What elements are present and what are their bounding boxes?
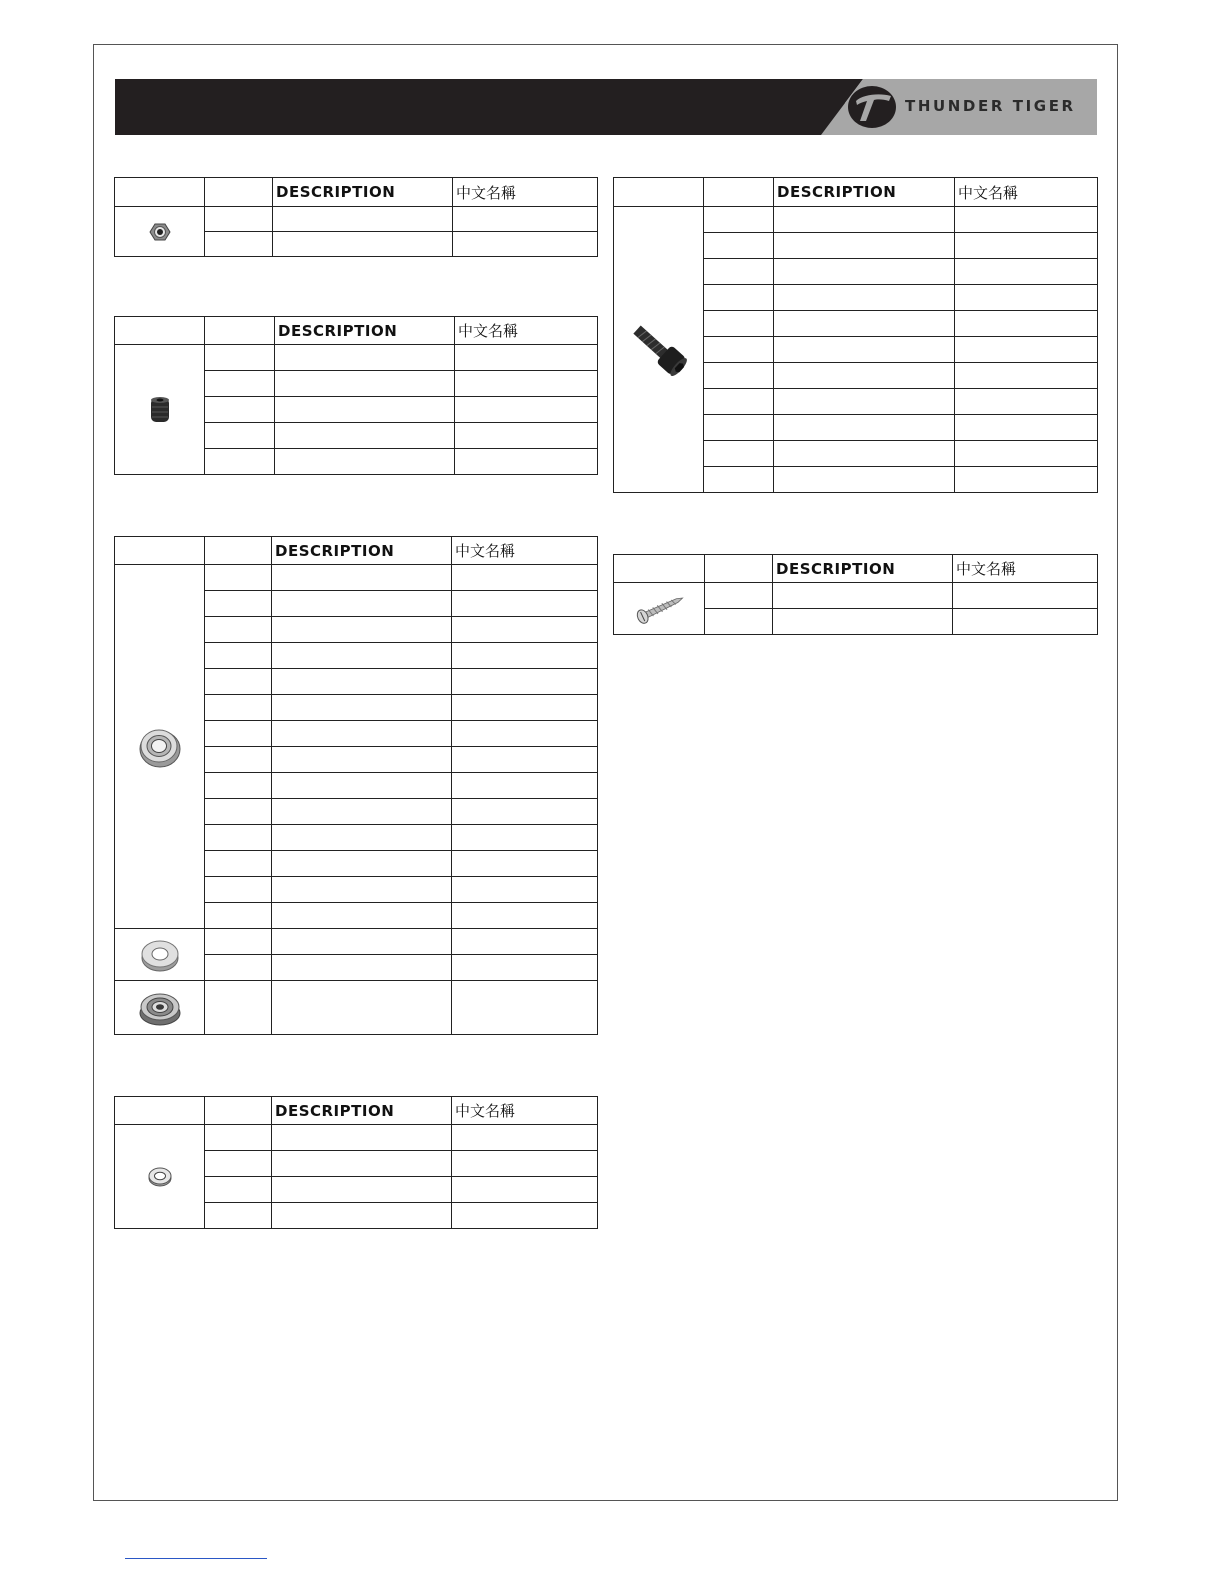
- chinese-name-header: 中文名稱: [452, 1097, 598, 1125]
- table-cell: [774, 389, 955, 415]
- table-cell: [452, 903, 598, 929]
- table-cell: [704, 259, 774, 285]
- table-cell: [452, 851, 598, 877]
- table-cell: [205, 851, 272, 877]
- table-cell: [452, 929, 598, 955]
- image-header-cell: [115, 537, 205, 565]
- table-cell: [452, 825, 598, 851]
- table-cell: [705, 583, 773, 609]
- table-cell: [205, 747, 272, 773]
- table-cell: [455, 397, 598, 423]
- table-cell: [275, 371, 455, 397]
- chinese-name-header: 中文名稱: [455, 317, 598, 345]
- table-cell: [205, 371, 275, 397]
- table-cell: [272, 877, 452, 903]
- table-cell: [774, 363, 955, 389]
- brand-name: THUNDER TIGER: [905, 97, 1076, 115]
- table-cell: [704, 337, 774, 363]
- part-image-cell: [115, 929, 205, 981]
- table-cell: [704, 441, 774, 467]
- table-cell: [955, 337, 1098, 363]
- part-number-header-cell: [705, 555, 773, 583]
- table-cell: [272, 565, 452, 591]
- table-cell: [275, 449, 455, 475]
- table-cell: [205, 669, 272, 695]
- description-header: DESCRIPTION: [275, 317, 455, 345]
- table-cell: [955, 207, 1098, 233]
- flanged-bearing-icon: [138, 989, 182, 1027]
- table-cell: [272, 591, 452, 617]
- table-cell: [452, 1203, 598, 1229]
- table-cell: [272, 721, 452, 747]
- table-cell: [452, 773, 598, 799]
- table-cell: [205, 825, 272, 851]
- table-cell: [205, 617, 272, 643]
- table-cell: [272, 799, 452, 825]
- table-cell: [774, 415, 955, 441]
- table-cell: [955, 285, 1098, 311]
- table-cell: [705, 609, 773, 635]
- table-cell: [453, 232, 598, 257]
- parts-table-self-tapping-screw: [613, 554, 1098, 635]
- header-banner: [115, 79, 1097, 135]
- part-image-cell: [614, 583, 705, 635]
- table-cell: [452, 565, 598, 591]
- table-cell: [955, 415, 1098, 441]
- table-cell: [205, 207, 273, 232]
- table-cell: [452, 981, 598, 1035]
- part-number-header-cell: [205, 178, 273, 207]
- table-cell: [704, 389, 774, 415]
- table-cell: [205, 232, 273, 257]
- table-cell: [955, 467, 1098, 493]
- table-cell: [452, 747, 598, 773]
- description-header: DESCRIPTION: [773, 555, 953, 583]
- table-cell: [955, 311, 1098, 337]
- chinese-name-header: 中文名稱: [953, 555, 1098, 583]
- table-cell: [455, 371, 598, 397]
- table-cell: [452, 877, 598, 903]
- washer-icon: [147, 1166, 173, 1188]
- table-cell: [455, 345, 598, 371]
- table-cell: [452, 695, 598, 721]
- thunder-tiger-logo-icon: [847, 85, 897, 129]
- thrust-bearing-icon: [140, 936, 180, 974]
- parts-table-washer: [114, 1096, 598, 1229]
- chinese-name-header: 中文名稱: [453, 178, 598, 207]
- table-cell: [955, 441, 1098, 467]
- part-image-cell: [115, 981, 205, 1035]
- table-cell: [704, 467, 774, 493]
- socket-cap-screw-icon: [629, 318, 689, 382]
- image-header-cell: [614, 555, 705, 583]
- part-number-header-cell: [205, 317, 275, 345]
- table-cell: [272, 1203, 452, 1229]
- table-cell: [272, 773, 452, 799]
- table-cell: [272, 929, 452, 955]
- part-image-cell: [115, 207, 205, 257]
- description-header: DESCRIPTION: [272, 537, 452, 565]
- table-cell: [953, 609, 1098, 635]
- table-cell: [774, 285, 955, 311]
- table-cell: [704, 363, 774, 389]
- table-cell: [205, 903, 272, 929]
- description-header: DESCRIPTION: [272, 1097, 452, 1125]
- table-cell: [205, 721, 272, 747]
- table-cell: [774, 233, 955, 259]
- part-number-header-cell: [205, 537, 272, 565]
- table-cell: [205, 591, 272, 617]
- table-cell: [272, 1177, 452, 1203]
- chinese-name-header: 中文名稱: [452, 537, 598, 565]
- table-cell: [205, 981, 272, 1035]
- ball-bearing-icon: [138, 725, 182, 769]
- image-header-cell: [115, 178, 205, 207]
- parts-table-set-screw: [114, 316, 598, 475]
- description-header: DESCRIPTION: [774, 178, 955, 207]
- table-cell: [955, 259, 1098, 285]
- table-cell: [452, 799, 598, 825]
- image-header-cell: [614, 178, 704, 207]
- lock-nut-icon: [148, 220, 172, 244]
- table-cell: [272, 825, 452, 851]
- part-number-header-cell: [205, 1097, 272, 1125]
- parts-table-lock-nut: [114, 177, 598, 257]
- table-cell: [205, 799, 272, 825]
- table-cell: [272, 643, 452, 669]
- table-cell: [272, 1151, 452, 1177]
- table-cell: [955, 389, 1098, 415]
- table-cell: [773, 609, 953, 635]
- table-cell: [275, 423, 455, 449]
- table-cell: [704, 285, 774, 311]
- table-cell: [205, 449, 275, 475]
- part-image-cell: [115, 1125, 205, 1229]
- table-cell: [704, 207, 774, 233]
- table-cell: [272, 669, 452, 695]
- table-cell: [275, 345, 455, 371]
- table-cell: [272, 851, 452, 877]
- table-cell: [272, 695, 452, 721]
- table-cell: [452, 591, 598, 617]
- table-cell: [205, 955, 272, 981]
- table-cell: [272, 955, 452, 981]
- part-image-cell: [115, 565, 205, 929]
- self-tapping-screw-icon: [631, 592, 687, 626]
- table-cell: [455, 423, 598, 449]
- table-cell: [774, 467, 955, 493]
- table-cell: [452, 669, 598, 695]
- table-cell: [205, 397, 275, 423]
- image-header-cell: [115, 317, 205, 345]
- table-cell: [205, 877, 272, 903]
- table-cell: [452, 721, 598, 747]
- table-cell: [205, 423, 275, 449]
- parts-table-bearing: [114, 536, 598, 1035]
- part-number-header-cell: [704, 178, 774, 207]
- table-cell: [955, 233, 1098, 259]
- chinese-name-header: 中文名稱: [955, 178, 1098, 207]
- set-screw-icon: [148, 395, 172, 425]
- table-cell: [272, 981, 452, 1035]
- table-cell: [452, 617, 598, 643]
- table-cell: [704, 415, 774, 441]
- table-cell: [205, 1203, 272, 1229]
- table-cell: [205, 565, 272, 591]
- table-cell: [453, 207, 598, 232]
- table-cell: [452, 955, 598, 981]
- table-cell: [272, 617, 452, 643]
- parts-table-cap-screw: [613, 177, 1098, 493]
- table-cell: [452, 1177, 598, 1203]
- table-cell: [272, 747, 452, 773]
- table-cell: [953, 583, 1098, 609]
- table-cell: [205, 1177, 272, 1203]
- table-cell: [704, 311, 774, 337]
- image-header-cell: [115, 1097, 205, 1125]
- table-cell: [205, 643, 272, 669]
- table-cell: [455, 449, 598, 475]
- table-cell: [272, 1125, 452, 1151]
- table-cell: [205, 345, 275, 371]
- table-cell: [452, 1125, 598, 1151]
- table-cell: [205, 773, 272, 799]
- table-cell: [273, 207, 453, 232]
- table-cell: [205, 695, 272, 721]
- table-cell: [773, 583, 953, 609]
- table-cell: [452, 1151, 598, 1177]
- table-cell: [774, 207, 955, 233]
- banner-dark-band: [115, 79, 845, 135]
- table-cell: [774, 311, 955, 337]
- description-header: DESCRIPTION: [273, 178, 453, 207]
- part-image-cell: [614, 207, 704, 493]
- footer-link-underline[interactable]: [125, 1558, 267, 1559]
- table-cell: [273, 232, 453, 257]
- table-cell: [272, 903, 452, 929]
- table-cell: [774, 441, 955, 467]
- table-cell: [205, 1151, 272, 1177]
- table-cell: [774, 337, 955, 363]
- table-cell: [774, 259, 955, 285]
- table-cell: [955, 363, 1098, 389]
- table-cell: [275, 397, 455, 423]
- part-image-cell: [115, 345, 205, 475]
- table-cell: [452, 643, 598, 669]
- table-cell: [205, 1125, 272, 1151]
- table-cell: [205, 929, 272, 955]
- table-cell: [704, 233, 774, 259]
